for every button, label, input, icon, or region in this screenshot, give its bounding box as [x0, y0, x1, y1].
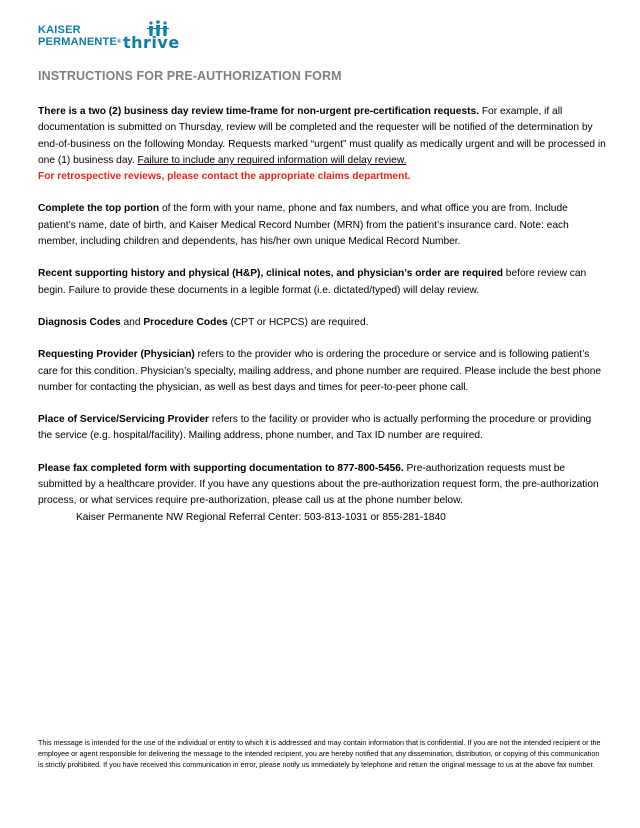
page-title: INSTRUCTIONS FOR PRE-AUTHORIZATION FORM — [38, 69, 342, 83]
codes-text: (CPT or HCPCS) are required. — [227, 316, 369, 328]
requesting-provider-text: refers to the provider who is ordering the procedure or service and is following patient’s care for this condition. Physician’s specialty, mailing address, and phone number are required. Please include the best phone number for contacting the physician, as well as best days and times for peer-to-peer phone call. — [38, 349, 602, 393]
referral-center-contact: Kaiser Permanente NW Regional Referral Center: 503-813-1031 or 855-281-1840 — [76, 511, 446, 523]
codes-connector: and — [120, 316, 144, 328]
logo-line2: PERMANENTE — [38, 36, 118, 48]
logo-line1: KAISER — [38, 24, 81, 36]
retrospective-review-notice: For retrospective reviews, please contact the appropriate claims department. — [38, 171, 411, 183]
logo-wordmark — [38, 24, 122, 48]
procedure-codes-bold: Procedure Codes — [143, 316, 228, 328]
kaiser-permanente-thrive-logo — [38, 22, 198, 56]
place-of-service-bold: Place of Service/Servicing Provider — [38, 414, 210, 426]
paragraph-requesting-provider — [38, 347, 606, 396]
paragraph-fax-instructions — [38, 461, 606, 526]
fax-instructions-bold: Please fax completed form with supporting documentation to 877-800-5456. — [38, 462, 404, 474]
logo-thrive-text: thrive — [123, 33, 180, 52]
logo-registered-mark: ® — [117, 39, 122, 45]
paragraph-supporting-history — [38, 266, 606, 299]
paragraph-top-portion — [38, 201, 606, 250]
supporting-history-bold: Recent supporting history and physical (H&P), clinical notes, and physician’s order are required — [38, 268, 503, 280]
place-of-service-text: refers to the facility or provider who is actually performing the procedure or providing the service (e.g. hospital/facility). Mailing address, phone number, and Tax ID number are required. — [38, 414, 592, 442]
top-portion-bold: Complete the top portion — [38, 203, 160, 215]
paragraph-review-timeframe — [38, 104, 606, 185]
confidentiality-notice: This message is intended for the use of the individual or entity to which it is addressed and may contain information that is confidential. If you are not the intended recipient or the employee or agent responsible for delivering the message to the intended recipient, you are hereby notified that any dissemination, distribution, or copying of this communication is strictly prohibited. If you have received this communication in error, please notify us immediately by telephone and return the original message to us at the above fax number. — [38, 738, 601, 769]
review-timeframe-underline: Failure to include any required information will delay review. — [137, 154, 407, 166]
fax-instructions-text: Pre-authorization requests must be submitted by a healthcare provider. If you have any questions about the pre-authorization request form, the pre-authorization process, or what services require pre-authorization, please call us at the phone number below. — [38, 462, 599, 507]
paragraph-place-of-service — [38, 412, 606, 445]
paragraph-codes — [38, 315, 606, 331]
review-timeframe-text: For example, if all documentation is submitted on Thursday, review will be completed and the requester will be notified of the determination by end-of-business on the following Monday. Requests marked “urgent” must qualify as medically urgent and will be processed in one (1) business day. — [38, 106, 606, 166]
diagnosis-codes-bold: Diagnosis Codes — [38, 316, 121, 328]
requesting-provider-bold: Requesting Provider (Physician) — [38, 349, 195, 361]
review-timeframe-bold: There is a two (2) business day review time-frame for non-urgent pre-certification requests. — [38, 106, 479, 117]
top-portion-text: of the form with your name, phone and fax numbers, and what office you are from. Include patient’s name, date of birth, and Kaiser Medical Record Number (MRN) from the patient’s insurance card. Note: each member, including children and dependents, has his/her own unique Medical Record Number. — [38, 203, 569, 248]
supporting-history-text: before review can begin. Failure to provide these documents in a legible format (i.e. dictated/typed) will delay review. — [38, 268, 587, 296]
instructions-body — [38, 104, 606, 542]
